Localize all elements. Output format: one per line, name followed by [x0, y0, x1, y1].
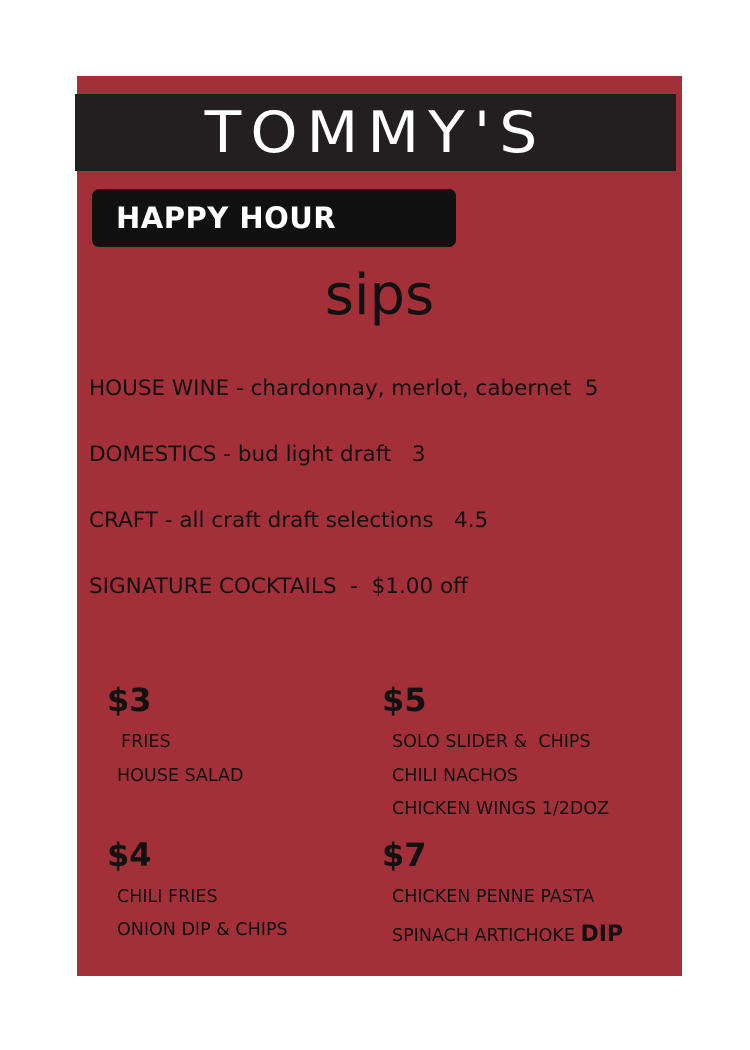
food-item: CHILI FRIES [117, 887, 218, 907]
food-item: SOLO SLIDER & CHIPS [392, 732, 591, 752]
logo-bar [75, 94, 676, 171]
brand-logo: TOMMY'S [204, 99, 547, 166]
food-item-last [392, 924, 623, 946]
price-heading-4: $4 [107, 836, 152, 874]
happy-hour-banner [92, 189, 456, 247]
section-title: sips [324, 263, 435, 328]
drink-item: CRAFT - all craft draft selections 4.5 [89, 508, 489, 533]
food-item: ONION DIP & CHIPS [117, 920, 288, 940]
price-heading-3: $3 [107, 681, 152, 719]
food-item: CHICKEN WINGS 1/2DOZ [392, 799, 610, 819]
food-item: CHICKEN PENNE PASTA [392, 887, 595, 907]
food-item-text: SPINACH ARTICHOKE [392, 926, 581, 946]
happy-hour-label: HAPPY HOUR [116, 201, 337, 235]
price-heading-5: $5 [382, 681, 427, 719]
food-item: CHILI NACHOS [392, 766, 519, 786]
drink-item: DOMESTICS - bud light draft 3 [89, 442, 426, 467]
drink-item: HOUSE WINE - chardonnay, merlot, cabernet 5 [89, 376, 599, 401]
food-item-suffix: DIP [580, 922, 624, 947]
drink-item: SIGNATURE COCKTAILS - $1.00 off [89, 574, 468, 599]
price-heading-7: $7 [382, 836, 427, 874]
food-item: FRIES [121, 732, 171, 752]
food-item: HOUSE SALAD [117, 766, 244, 786]
